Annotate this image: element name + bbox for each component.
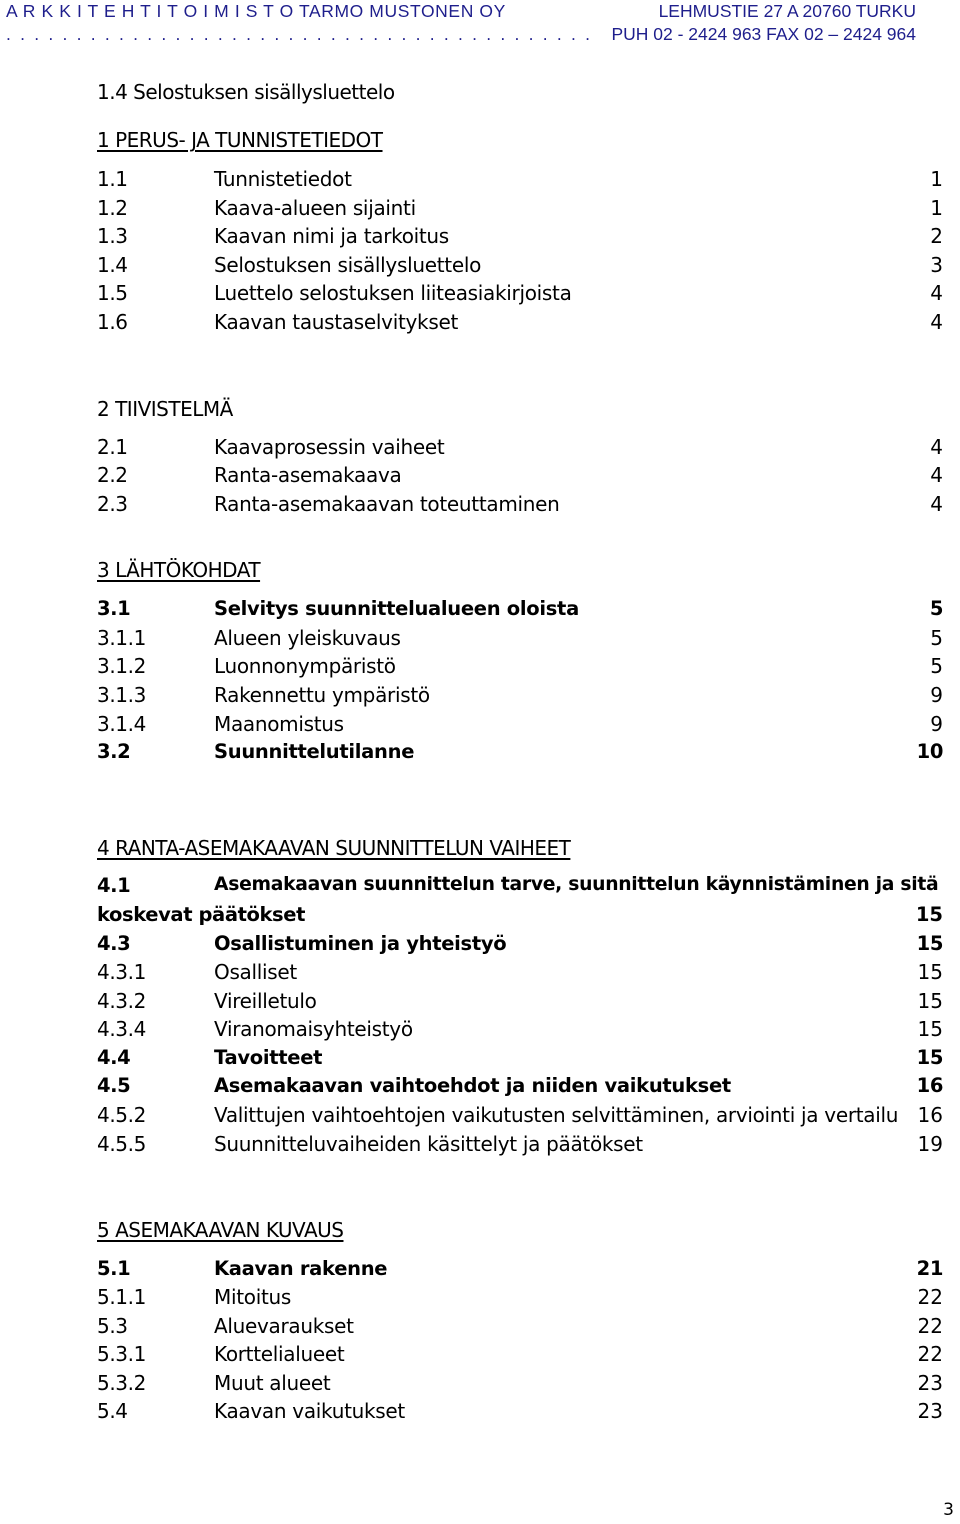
toc-label: Osalliset — [214, 960, 297, 984]
toc-row — [97, 932, 943, 961]
toc-number: 1.4 — [97, 253, 128, 277]
toc-page: 4 — [930, 435, 943, 459]
section-heading-4: 4 RANTA-ASEMAKAAVAN SUUNNITTELUN VAIHEET — [97, 836, 571, 860]
toc-number: 5.3.1 — [97, 1342, 146, 1366]
toc-row — [97, 683, 943, 712]
toc-number: 4.3 — [97, 932, 131, 955]
toc-row — [97, 435, 943, 464]
toc-row — [97, 1285, 943, 1314]
toc-number: 4.5.5 — [97, 1132, 146, 1156]
toc-row — [97, 167, 943, 196]
toc-row — [97, 874, 943, 903]
section-heading-1: 1 PERUS- JA TUNNISTETIEDOT — [97, 128, 383, 152]
toc-page: 22 — [917, 1285, 943, 1309]
toc-number: 4.5 — [97, 1074, 131, 1097]
toc-number: 5.3 — [97, 1314, 128, 1338]
page-number: 3 — [943, 1500, 954, 1520]
toc-label: Muut alueet — [214, 1371, 331, 1395]
toc-label: Alueen yleiskuvaus — [214, 626, 401, 650]
toc-row — [97, 224, 943, 253]
toc-row — [97, 1371, 943, 1400]
toc-page: 10 — [916, 740, 943, 763]
toc-label: Luonnonympäristö — [214, 654, 396, 678]
toc-page: 15 — [917, 1017, 943, 1041]
toc-row — [97, 463, 943, 492]
toc-row — [97, 310, 943, 339]
toc-label: Suunnittelutilanne — [214, 740, 415, 763]
toc-label: Kaavan nimi ja tarkoitus — [214, 224, 449, 248]
toc-label: Viranomaisyhteistyö — [214, 1017, 413, 1041]
toc-page: 4 — [930, 310, 943, 334]
section-heading-5: 5 ASEMAKAAVAN KUVAUS — [97, 1218, 344, 1242]
toc-row — [97, 654, 943, 683]
toc-row — [97, 989, 943, 1018]
toc-label: Kaavan rakenne — [214, 1257, 388, 1280]
toc-row — [97, 492, 943, 521]
toc-number: 1.3 — [97, 224, 128, 248]
toc-number: 2.3 — [97, 492, 128, 516]
toc-page: 1 — [930, 167, 943, 191]
toc-number: 1.2 — [97, 196, 128, 220]
toc-number: 1.1 — [97, 167, 128, 191]
toc-number: 2.2 — [97, 463, 128, 487]
toc-number: 5.1 — [97, 1257, 131, 1280]
toc-page: 15 — [915, 903, 943, 926]
toc-label: Ranta-asemakaava — [214, 463, 402, 487]
section-heading-2: 2 TIIVISTELMÄ — [97, 397, 233, 421]
toc-label: Suunnitteluvaiheiden käsittelyt ja päätökset — [214, 1132, 643, 1156]
toc-number: 3.1.4 — [97, 712, 146, 736]
toc-page: 21 — [916, 1257, 943, 1280]
toc-number: 1.5 — [97, 281, 128, 305]
toc-row — [97, 253, 943, 282]
toc-number: 4.3.1 — [97, 960, 146, 984]
toc-label: Korttelialueet — [214, 1342, 345, 1366]
toc-page: 9 — [930, 712, 943, 736]
toc-page: 5 — [930, 654, 943, 678]
toc-page: 4 — [930, 492, 943, 516]
dotted-rule: . . . . . . . . . . . . . . . . . . . . . . . . . . . . . . . . . . . . . . . . . . — [6, 24, 593, 44]
toc-number: 2.1 — [97, 435, 128, 459]
company-address: LEHMUSTIE 27 A 20760 TURKU — [658, 1, 916, 21]
company-name: A R K K I T E H T I T O I M I S T O TARMO MUSTONEN OY — [6, 1, 506, 21]
toc-label: Tavoitteet — [214, 1046, 323, 1069]
toc-row — [97, 1132, 943, 1161]
toc-page: 4 — [930, 281, 943, 305]
toc-row — [97, 1342, 943, 1371]
toc-label: Aluevaraukset — [214, 1314, 354, 1338]
section-heading-3: 3 LÄHTÖKOHDAT — [97, 558, 261, 582]
toc-label: Asemakaavan suunnittelun tarve, suunnittelun käynnistäminen ja sitä — [214, 874, 939, 895]
toc-row — [97, 1257, 943, 1286]
toc-row — [97, 1103, 943, 1132]
toc-page: 22 — [917, 1314, 943, 1338]
toc-label: Maanomistus — [214, 712, 344, 736]
toc-row — [97, 960, 943, 989]
toc-number: 4.3.2 — [97, 989, 146, 1013]
toc-label: Luettelo selostuksen liiteasiakirjoista — [214, 281, 572, 305]
toc-page: 3 — [930, 253, 943, 277]
toc-page: 23 — [917, 1399, 943, 1423]
toc-page: 16 — [916, 1074, 943, 1097]
toc-label: Ranta-asemakaavan toteuttaminen — [214, 492, 560, 516]
toc-label: Osallistuminen ja yhteistyö — [214, 932, 507, 955]
toc-page: 2 — [930, 224, 943, 248]
toc-number: 4.4 — [97, 1046, 131, 1069]
toc-label: Kaavaprosessin vaiheet — [214, 435, 445, 459]
toc-label: Mitoitus — [214, 1285, 291, 1309]
toc-number: 3.1 — [97, 597, 131, 620]
toc-number: 5.1.1 — [97, 1285, 146, 1309]
toc-number: 5.3.2 — [97, 1371, 146, 1395]
toc-number: 5.4 — [97, 1399, 128, 1423]
toc-row — [97, 1314, 943, 1343]
toc-page: 15 — [917, 989, 943, 1013]
toc-label: Kaavan vaikutukset — [214, 1399, 405, 1423]
toc-row — [97, 281, 943, 310]
toc-row — [97, 712, 943, 741]
toc-page: 15 — [916, 932, 943, 955]
toc-row — [97, 196, 943, 225]
toc-page: 16 — [917, 1103, 943, 1127]
toc-row — [97, 626, 943, 655]
toc-row — [97, 1046, 943, 1075]
toc-label: Rakennettu ympäristö — [214, 683, 430, 707]
company-phone: PUH 02 - 2424 963 FAX 02 – 2424 964 — [611, 24, 916, 44]
toc-label: Asemakaavan vaihtoehdot ja niiden vaikutukset — [214, 1074, 731, 1097]
toc-page: 22 — [917, 1342, 943, 1366]
toc-page: 19 — [917, 1132, 943, 1156]
toc-label: Kaavan taustaselvitykset — [214, 310, 458, 334]
toc-label: Selvitys suunnittelualueen oloista — [214, 597, 579, 620]
toc-number: 3.1.2 — [97, 654, 146, 678]
toc-label: Valittujen vaihtoehtojen vaikutusten selvittäminen, arviointi ja vertailu — [214, 1103, 899, 1127]
toc-row — [97, 1074, 943, 1103]
toc-page: 23 — [917, 1371, 943, 1395]
toc-number: 1.6 — [97, 310, 128, 334]
toc-number: 4.1 — [97, 874, 131, 897]
toc-row — [97, 597, 943, 626]
toc-page: 15 — [916, 1046, 943, 1069]
toc-page: 9 — [930, 683, 943, 707]
toc-label: Vireilletulo — [214, 989, 317, 1013]
toc-label: Selostuksen sisällysluettelo — [214, 253, 482, 277]
toc-label: Tunnistetiedot — [214, 167, 352, 191]
toc-row — [97, 1017, 943, 1046]
toc-page: 5 — [929, 597, 943, 620]
toc-page: 15 — [917, 960, 943, 984]
toc-page: 4 — [930, 463, 943, 487]
toc-page: 1 — [930, 196, 943, 220]
toc-row — [97, 1399, 943, 1428]
toc-number: 3.1.1 — [97, 626, 146, 650]
page-title: 1.4 Selostuksen sisällysluettelo — [97, 80, 395, 104]
toc-label: Kaava-alueen sijainti — [214, 196, 416, 220]
toc-number: 3.2 — [97, 740, 131, 763]
toc-number: 4.3.4 — [97, 1017, 146, 1041]
toc-number: 4.5.2 — [97, 1103, 146, 1127]
toc-page: 5 — [930, 626, 943, 650]
toc-number: 3.1.3 — [97, 683, 146, 707]
toc-row — [97, 740, 943, 769]
toc-continuation: koskevat päätökset — [97, 903, 306, 926]
